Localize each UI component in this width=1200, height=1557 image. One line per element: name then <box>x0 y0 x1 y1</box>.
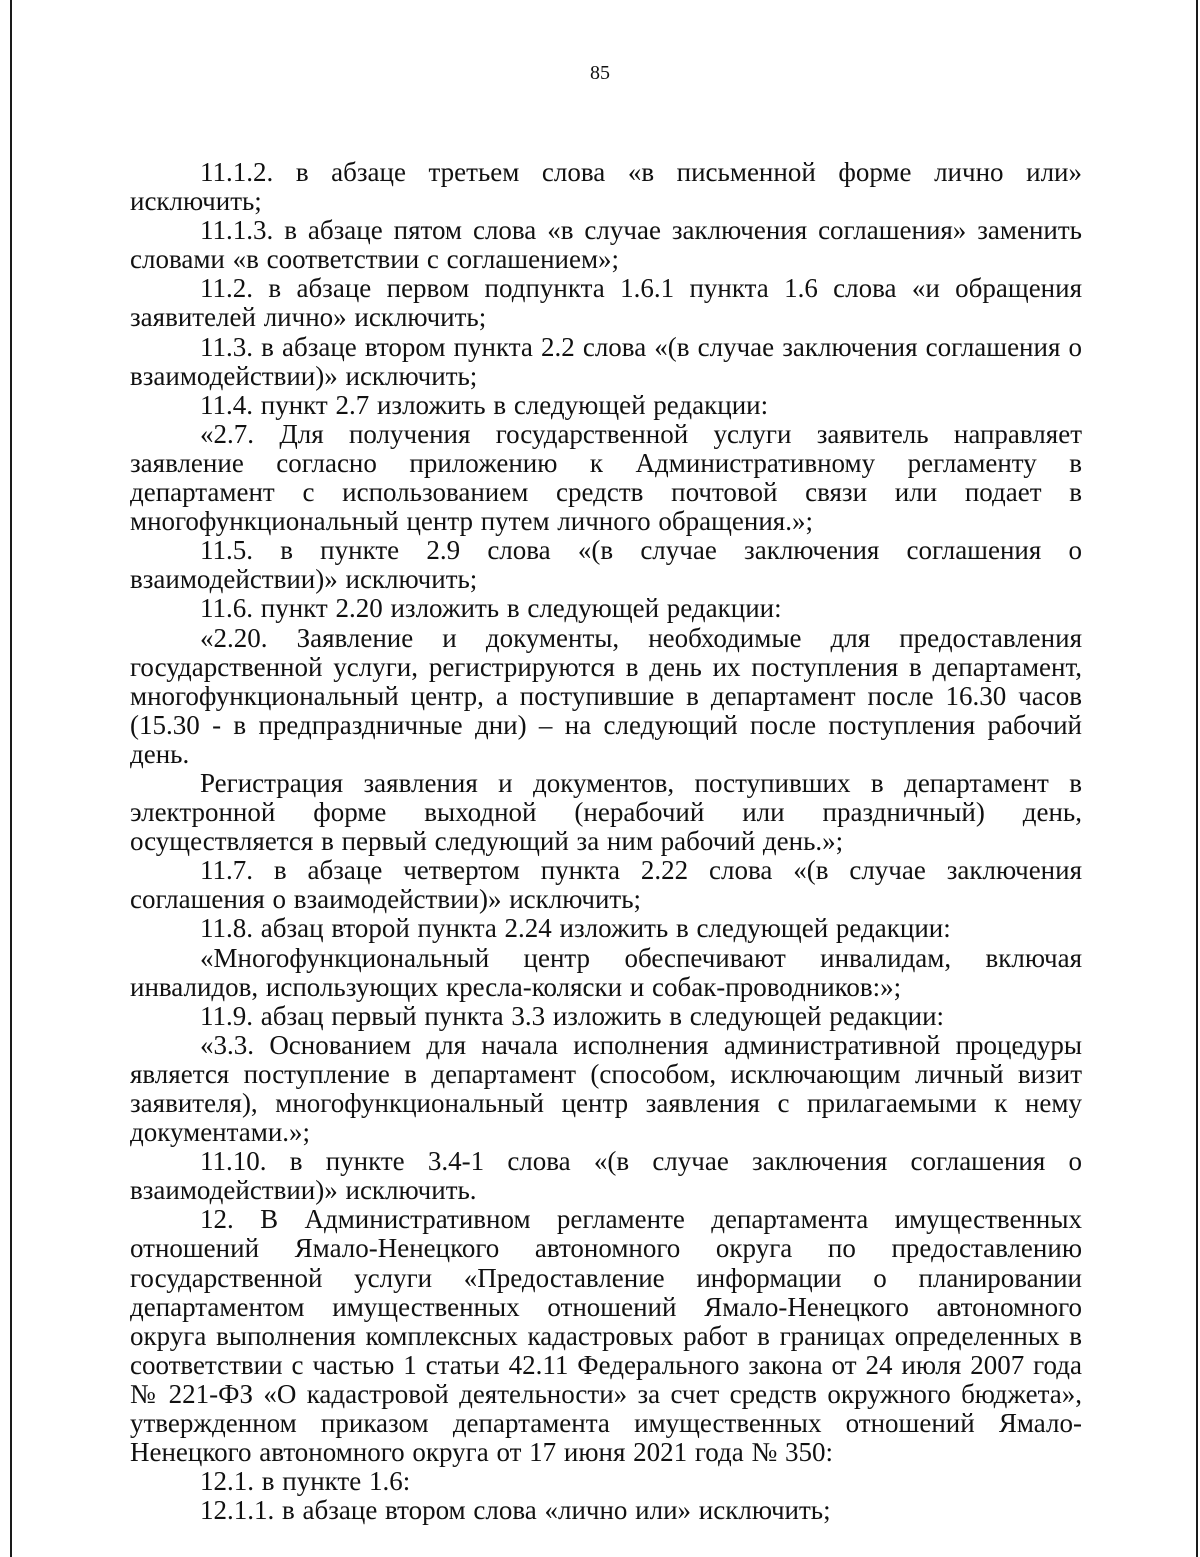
paragraph-12: 12. В Административном регламенте департамента имущественных отношений Ямало-Ненецкого автономного округа по предоставлению государственной услуги «Предоставление информации о планировании департаментом имущественных отношений Ямало-Ненецкого автономного округа выполнения комплексных кадастровых работ в границах определенных в соответствии с частью 1 статьи 42.11 Федерального закона от 24 июля 2007 года № 221-ФЗ «О кадастровой деятельности» за счет средств окружного бюджета», утвержденном приказом департамента имущественных отношений Ямало-Ненецкого автономного округа от 17 июня 2021 года № 350: <box>130 1204 1082 1468</box>
page-number: 85 <box>590 62 610 84</box>
paragraph-11-7: 11.7. в абзаце четвертом пункта 2.22 слова «(в случае заключения соглашения о взаимодействии)» исключить; <box>130 855 1082 915</box>
paragraph-11-1-3: 11.1.3. в абзаце пятом слова «в случае заключения соглашения» заменить словами «в соответствии с соглашением»; <box>130 215 1082 275</box>
paragraph-2-20-quote: «2.20. Заявление и документы, необходимые для предоставления государственной услуги, регистрируются в день их поступления в департамент, многофункциональный центр, а поступившие в департамент после 16.30 часов (15.30 - в предпраздничные дни) – на следующий после поступления рабочий день. <box>130 622 1082 769</box>
paragraph-11-1-2: 11.1.2. в абзаце третьем слова «в письменной форме лично или» исключить; <box>130 157 1082 217</box>
paragraph-2-7-quote: «2.7. Для получения государственной услуги заявитель направляет заявление согласно приложению к Административному регламенту в департамент с использованием средств почтовой связи или подает в многофункциональный центр путем личного обращения.»; <box>130 418 1082 537</box>
paragraph-11-5: 11.5. в пункте 2.9 слова «(в случае заключения соглашения о взаимодействии)» исключить; <box>130 535 1082 595</box>
paragraph-12-1: 12.1. в пункте 1.6: <box>200 1466 411 1497</box>
paragraph-registration: Регистрация заявления и документов, поступивших в департамент в электронной форме выходной (нерабочий или праздничный) день, осуществляется в первый следующий за ним рабочий день.»; <box>130 767 1082 857</box>
paragraph-11-10: 11.10. в пункте 3.4-1 слова «(в случае заключения соглашения о взаимодействии)» исключить. <box>130 1146 1082 1206</box>
scan-left-edge <box>10 0 12 1557</box>
paragraph-3-3-quote: «3.3. Основанием для начала исполнения административной процедуры является поступление в департамент (способом, исключающим личный визит заявителя), многофункциональный центр заявления с прилагаемыми к нему документами.»; <box>130 1029 1082 1148</box>
paragraph-11-9: 11.9. абзац первый пункта 3.3 изложить в следующей редакции: <box>200 1000 945 1031</box>
scan-right-edge <box>1196 0 1198 1557</box>
paragraph-2-24-quote: «Многофункциональный центр обеспечивают инвалидам, включая инвалидов, использующих кресла-коляски и собак-проводников:»; <box>130 942 1082 1002</box>
paragraph-11-4: 11.4. пункт 2.7 изложить в следующей редакции: <box>200 389 769 420</box>
paragraph-11-6: 11.6. пункт 2.20 изложить в следующей редакции: <box>200 593 782 624</box>
paragraph-12-1-1: 12.1.1. в абзаце втором слова «лично или» исключить; <box>200 1495 831 1526</box>
document-body <box>130 158 1082 1525</box>
paragraph-11-2: 11.2. в абзаце первом подпункта 1.6.1 пункта 1.6 слова «и обращения заявителей лично» исключить; <box>130 273 1082 333</box>
paragraph-11-8: 11.8. абзац второй пункта 2.24 изложить в следующей редакции: <box>200 913 951 944</box>
paragraph-11-3: 11.3. в абзаце втором пункта 2.2 слова «(в случае заключения соглашения о взаимодействии)» исключить; <box>130 331 1082 391</box>
